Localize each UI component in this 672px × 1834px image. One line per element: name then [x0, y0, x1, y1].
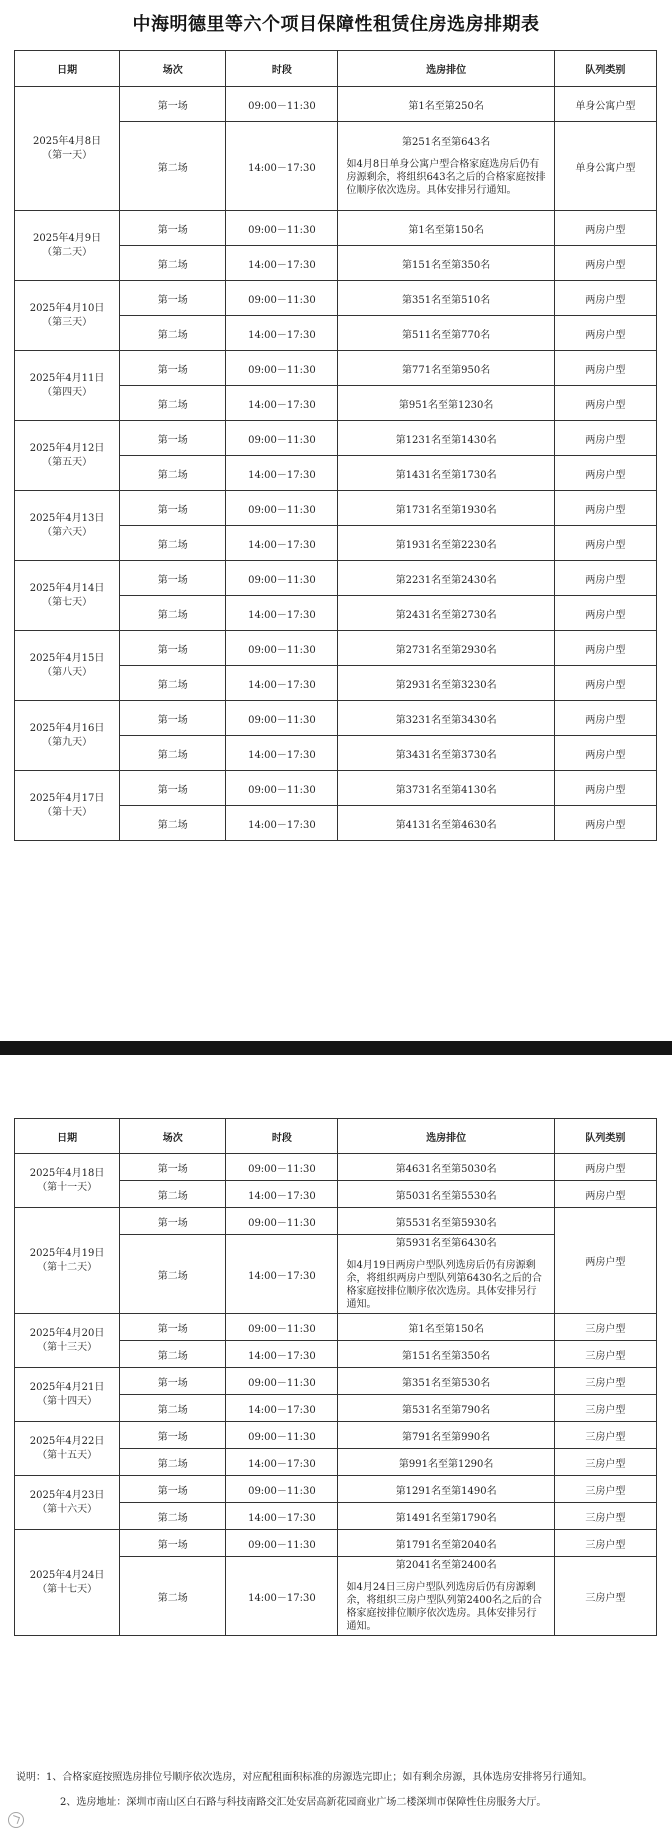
queue-type-cell: 三房户型: [554, 1368, 656, 1395]
time-cell: 09:00－11:30: [226, 561, 338, 596]
session-cell: 第二场: [120, 122, 226, 211]
rank-cell: 第991名至第1290名: [338, 1449, 554, 1476]
rank-cell: 第1291名至第1490名: [338, 1476, 554, 1503]
session-cell: 第二场: [120, 736, 226, 771]
date-text: 2025年4月21日: [29, 1381, 105, 1393]
schedule-table-2: [14, 1118, 657, 1636]
queue-type-cell: 三房户型: [554, 1422, 656, 1449]
session-cell: 第一场: [120, 631, 226, 666]
column-header: 队列类别: [554, 1119, 656, 1154]
session-cell: 第一场: [120, 1208, 226, 1235]
session-cell: 第二场: [120, 316, 226, 351]
session-cell: 第一场: [120, 561, 226, 596]
day-index-text: （第十一天）: [37, 1181, 98, 1193]
rank-cell: [338, 1557, 554, 1636]
day-index-text: （第七天）: [42, 596, 93, 608]
session-cell: 第一场: [120, 1530, 226, 1557]
queue-type-cell: 两房户型: [554, 526, 656, 561]
time-cell: 09:00－11:30: [226, 1208, 338, 1235]
time-cell: 09:00－11:30: [226, 1530, 338, 1557]
table-row: [15, 421, 657, 456]
queue-type-cell: 两房户型: [554, 1181, 656, 1208]
session-cell: 第二场: [120, 1503, 226, 1530]
date-cell: [15, 421, 120, 491]
queue-type-cell: 两房户型: [554, 561, 656, 596]
time-cell: 14:00－17:30: [226, 1235, 338, 1314]
column-header: 场次: [120, 51, 226, 87]
rank-range: 第251名至第643名: [402, 136, 491, 148]
date-cell: [15, 1368, 120, 1422]
time-cell: 09:00－11:30: [226, 1476, 338, 1503]
time-cell: 14:00－17:30: [226, 1181, 338, 1208]
queue-type-cell: 两房户型: [554, 316, 656, 351]
rank-cell: 第351名至第530名: [338, 1368, 554, 1395]
date-cell: [15, 351, 120, 421]
rank-cell: 第151名至第350名: [338, 1341, 554, 1368]
day-index-text: （第九天）: [42, 736, 93, 748]
rank-cell: 第1431名至第1730名: [338, 456, 554, 491]
table-row: [15, 1476, 657, 1503]
time-cell: 09:00－11:30: [226, 491, 338, 526]
time-cell: 09:00－11:30: [226, 351, 338, 386]
queue-type-cell: 三房户型: [554, 1530, 656, 1557]
date-cell: [15, 87, 120, 211]
session-cell: 第二场: [120, 1395, 226, 1422]
session-cell: 第一场: [120, 1422, 226, 1449]
table-row: [15, 1314, 657, 1341]
queue-type-cell: 两房户型: [554, 736, 656, 771]
queue-type-cell: 单身公寓户型: [554, 87, 656, 122]
page-title: 中海明德里等六个项目保障性租赁住房选房排期表: [132, 14, 540, 35]
queue-type-cell: 两房户型: [554, 666, 656, 701]
date-text: 2025年4月20日: [29, 1327, 105, 1339]
remark-text: 如4月19日两房户型队列选房后仍有房源剩余，将组织两房户型队列第6430名之后的合格家庭按排位顺序依次选房。具体安排另行通知。: [346, 1260, 542, 1310]
day-index-text: （第十五天）: [37, 1449, 98, 1461]
date-text: 2025年4月22日: [29, 1435, 105, 1447]
time-cell: 14:00－17:30: [226, 1503, 338, 1530]
queue-type-cell: 两房户型: [554, 771, 656, 806]
queue-type-cell: 两房户型: [554, 211, 656, 246]
time-cell: 14:00－17:30: [226, 122, 338, 211]
queue-type-cell: 两房户型: [554, 421, 656, 456]
session-cell: 第二场: [120, 666, 226, 701]
date-text: 2025年4月24日: [29, 1569, 105, 1581]
session-cell: 第一场: [120, 1476, 226, 1503]
time-cell: 14:00－17:30: [226, 1449, 338, 1476]
queue-type-cell: 两房户型: [554, 491, 656, 526]
footer-note-1: 说明：1、合格家庭按照选房排位号顺序依次选房，对应配租面积标准的房源选完即止；如有剩余房源，具体选房安排将另行通知。: [16, 1772, 593, 1783]
queue-type-cell: 两房户型: [554, 701, 656, 736]
rank-cell: 第151名至第350名: [338, 246, 554, 281]
time-cell: 09:00－11:30: [226, 771, 338, 806]
table-row: [15, 1208, 657, 1235]
date-text: 2025年4月16日: [29, 722, 105, 734]
date-cell: [15, 1476, 120, 1530]
time-cell: 14:00－17:30: [226, 526, 338, 561]
rank-cell: 第1931名至第2230名: [338, 526, 554, 561]
date-cell: [15, 561, 120, 631]
queue-type-cell: 三房户型: [554, 1395, 656, 1422]
table-row: [15, 631, 657, 666]
column-header: 时段: [226, 1119, 338, 1154]
day-index-text: （第十七天）: [37, 1583, 98, 1595]
day-index-text: （第六天）: [42, 526, 93, 538]
session-cell: 第二场: [120, 1341, 226, 1368]
time-cell: 14:00－17:30: [226, 316, 338, 351]
day-index-text: （第四天）: [42, 386, 93, 398]
date-text: 2025年4月12日: [29, 442, 105, 454]
queue-type-cell: 两房户型: [554, 351, 656, 386]
table-row: [15, 1530, 657, 1557]
day-index-text: （第十六天）: [37, 1503, 98, 1515]
date-cell: [15, 631, 120, 701]
date-cell: [15, 211, 120, 281]
queue-type-cell: 两房户型: [554, 806, 656, 841]
rank-cell: 第1名至第150名: [338, 211, 554, 246]
table-row: [15, 701, 657, 736]
rank-cell: 第5031名至第5530名: [338, 1181, 554, 1208]
session-cell: 第二场: [120, 806, 226, 841]
session-cell: 第一场: [120, 211, 226, 246]
queue-type-cell: 两房户型: [554, 1154, 656, 1181]
table-header-row: [15, 51, 657, 87]
time-cell: 09:00－11:30: [226, 87, 338, 122]
remark-text: 如4月24日三房户型队列选房后仍有房源剩余，将组织三房户型队列第2400名之后的合格家庭按排位顺序依次选房。具体安排另行通知。: [346, 1582, 542, 1632]
session-cell: 第二场: [120, 1449, 226, 1476]
rank-cell: 第4131名至第4630名: [338, 806, 554, 841]
table-header-row: [15, 1119, 657, 1154]
date-cell: [15, 491, 120, 561]
rank-cell: 第771名至第950名: [338, 351, 554, 386]
session-cell: 第二场: [120, 596, 226, 631]
table-row: [15, 561, 657, 596]
watermark-logo: [8, 1812, 27, 1828]
rank-range: 第2041名至第2400名: [395, 1560, 497, 1571]
day-index-text: （第八天）: [42, 666, 93, 678]
day-index-text: （第十三天）: [37, 1341, 98, 1353]
date-cell: [15, 701, 120, 771]
time-cell: 09:00－11:30: [226, 701, 338, 736]
queue-type-cell: 三房户型: [554, 1503, 656, 1530]
rank-cell: 第2231名至第2430名: [338, 561, 554, 596]
rank-range: 第5931名至第6430名: [395, 1238, 497, 1249]
rank-cell: 第1名至第150名: [338, 1314, 554, 1341]
rank-cell: 第351名至第510名: [338, 281, 554, 316]
rank-cell: 第2931名至第3230名: [338, 666, 554, 701]
rank-cell: 第791名至第990名: [338, 1422, 554, 1449]
session-cell: 第一场: [120, 491, 226, 526]
date-text: 2025年4月14日: [29, 582, 105, 594]
table-row: [15, 281, 657, 316]
schedule-table-1: [14, 50, 657, 841]
time-cell: 14:00－17:30: [226, 666, 338, 701]
queue-type-cell: 三房户型: [554, 1449, 656, 1476]
table-row: [15, 1154, 657, 1181]
time-cell: 09:00－11:30: [226, 1154, 338, 1181]
column-header: 选房排位: [338, 51, 554, 87]
date-text: 2025年4月8日: [32, 135, 102, 147]
date-text: 2025年4月19日: [29, 1247, 105, 1259]
date-cell: [15, 281, 120, 351]
column-header: 选房排位: [338, 1119, 554, 1154]
day-index-text: （第二天）: [42, 246, 93, 258]
rank-cell: 第1231名至第1430名: [338, 421, 554, 456]
time-cell: 09:00－11:30: [226, 1314, 338, 1341]
session-cell: 第二场: [120, 1181, 226, 1208]
session-cell: 第一场: [120, 771, 226, 806]
column-header: 场次: [120, 1119, 226, 1154]
rank-cell: 第1名至第250名: [338, 87, 554, 122]
queue-type-cell: 两房户型: [554, 281, 656, 316]
time-cell: 14:00－17:30: [226, 806, 338, 841]
queue-type-cell: 两房户型: [554, 386, 656, 421]
date-cell: [15, 1530, 120, 1636]
session-cell: 第二场: [120, 1557, 226, 1636]
table-row: [15, 87, 657, 122]
rank-cell: 第951名至第1230名: [338, 386, 554, 421]
date-text: 2025年4月13日: [29, 512, 105, 524]
queue-type-cell: 两房户型: [554, 1208, 656, 1314]
table-row: [15, 1368, 657, 1395]
column-header: 时段: [226, 51, 338, 87]
rank-cell: 第1731名至第1930名: [338, 491, 554, 526]
date-text: 2025年4月17日: [29, 792, 105, 804]
date-cell: [15, 1422, 120, 1476]
time-cell: 14:00－17:30: [226, 596, 338, 631]
date-text: 2025年4月15日: [29, 652, 105, 664]
queue-type-cell: 三房户型: [554, 1476, 656, 1503]
table-row: [15, 771, 657, 806]
time-cell: 09:00－11:30: [226, 631, 338, 666]
time-cell: 09:00－11:30: [226, 211, 338, 246]
column-header: 日期: [15, 51, 120, 87]
rank-cell: [338, 1235, 554, 1314]
rank-cell: 第3431名至第3730名: [338, 736, 554, 771]
date-cell: [15, 1208, 120, 1314]
time-cell: 09:00－11:30: [226, 281, 338, 316]
session-cell: 第一场: [120, 421, 226, 456]
rank-cell: 第511名至第770名: [338, 316, 554, 351]
date-text: 2025年4月9日: [32, 232, 102, 244]
time-cell: 14:00－17:30: [226, 1395, 338, 1422]
rank-cell: 第2431名至第2730名: [338, 596, 554, 631]
rank-cell: 第4631名至第5030名: [338, 1154, 554, 1181]
session-cell: 第二场: [120, 526, 226, 561]
time-cell: 09:00－11:30: [226, 1422, 338, 1449]
table-row: [15, 211, 657, 246]
session-cell: 第一场: [120, 281, 226, 316]
session-cell: 第一场: [120, 1314, 226, 1341]
day-index-text: （第十天）: [42, 806, 93, 818]
date-cell: [15, 771, 120, 841]
session-cell: 第二场: [120, 456, 226, 491]
time-cell: 14:00－17:30: [226, 386, 338, 421]
day-index-text: （第一天）: [42, 149, 93, 161]
date-cell: [15, 1314, 120, 1368]
column-header: 日期: [15, 1119, 120, 1154]
queue-type-cell: 两房户型: [554, 246, 656, 281]
session-cell: 第二场: [120, 1235, 226, 1314]
queue-type-cell: 三房户型: [554, 1314, 656, 1341]
logo-icon: [8, 1812, 24, 1828]
queue-type-cell: 两房户型: [554, 631, 656, 666]
rank-cell: 第531名至第790名: [338, 1395, 554, 1422]
time-cell: 09:00－11:30: [226, 421, 338, 456]
queue-type-cell: 三房户型: [554, 1557, 656, 1636]
session-cell: 第一场: [120, 1154, 226, 1181]
date-text: 2025年4月18日: [29, 1167, 105, 1179]
date-cell: [15, 1154, 120, 1208]
day-index-text: （第五天）: [42, 456, 93, 468]
remark-text: 如4月8日单身公寓户型合格家庭选房后仍有房源剩余，将组织643名之后的合格家庭按排位顺序依次选房。具体安排另行通知。: [346, 158, 546, 196]
rank-cell: 第2731名至第2930名: [338, 631, 554, 666]
column-header: 队列类别: [554, 51, 656, 87]
time-cell: 09:00－11:30: [226, 1368, 338, 1395]
session-cell: 第二场: [120, 246, 226, 281]
day-index-text: （第十二天）: [37, 1261, 98, 1273]
queue-type-cell: 三房户型: [554, 1341, 656, 1368]
date-text: 2025年4月11日: [29, 372, 105, 384]
time-cell: 14:00－17:30: [226, 736, 338, 771]
time-cell: 14:00－17:30: [226, 1341, 338, 1368]
rank-cell: 第1491名至第1790名: [338, 1503, 554, 1530]
day-index-text: （第十四天）: [37, 1395, 98, 1407]
session-cell: 第一场: [120, 1368, 226, 1395]
day-index-text: （第三天）: [42, 316, 93, 328]
time-cell: 14:00－17:30: [226, 1557, 338, 1636]
session-cell: 第一场: [120, 351, 226, 386]
rank-cell: 第5531名至第5930名: [338, 1208, 554, 1235]
rank-cell: 第1791名至第2040名: [338, 1530, 554, 1557]
date-text: 2025年4月23日: [29, 1489, 105, 1501]
table-row: [15, 351, 657, 386]
rank-cell: 第3231名至第3430名: [338, 701, 554, 736]
time-cell: 14:00－17:30: [226, 456, 338, 491]
date-text: 2025年4月10日: [29, 302, 105, 314]
section-divider: [0, 1041, 672, 1055]
session-cell: 第一场: [120, 87, 226, 122]
queue-type-cell: 两房户型: [554, 456, 656, 491]
footer-note-2: 2、选房地址：深圳市南山区白石路与科技南路交汇处安居高新花园商业广场二楼深圳市保障性住房服务大厅。: [60, 1797, 547, 1808]
session-cell: 第一场: [120, 701, 226, 736]
rank-cell: [338, 122, 554, 211]
table-row: [15, 491, 657, 526]
time-cell: 14:00－17:30: [226, 246, 338, 281]
queue-type-cell: 两房户型: [554, 596, 656, 631]
session-cell: 第二场: [120, 386, 226, 421]
queue-type-cell: 单身公寓户型: [554, 122, 656, 211]
table-row: [15, 1422, 657, 1449]
rank-cell: 第3731名至第4130名: [338, 771, 554, 806]
